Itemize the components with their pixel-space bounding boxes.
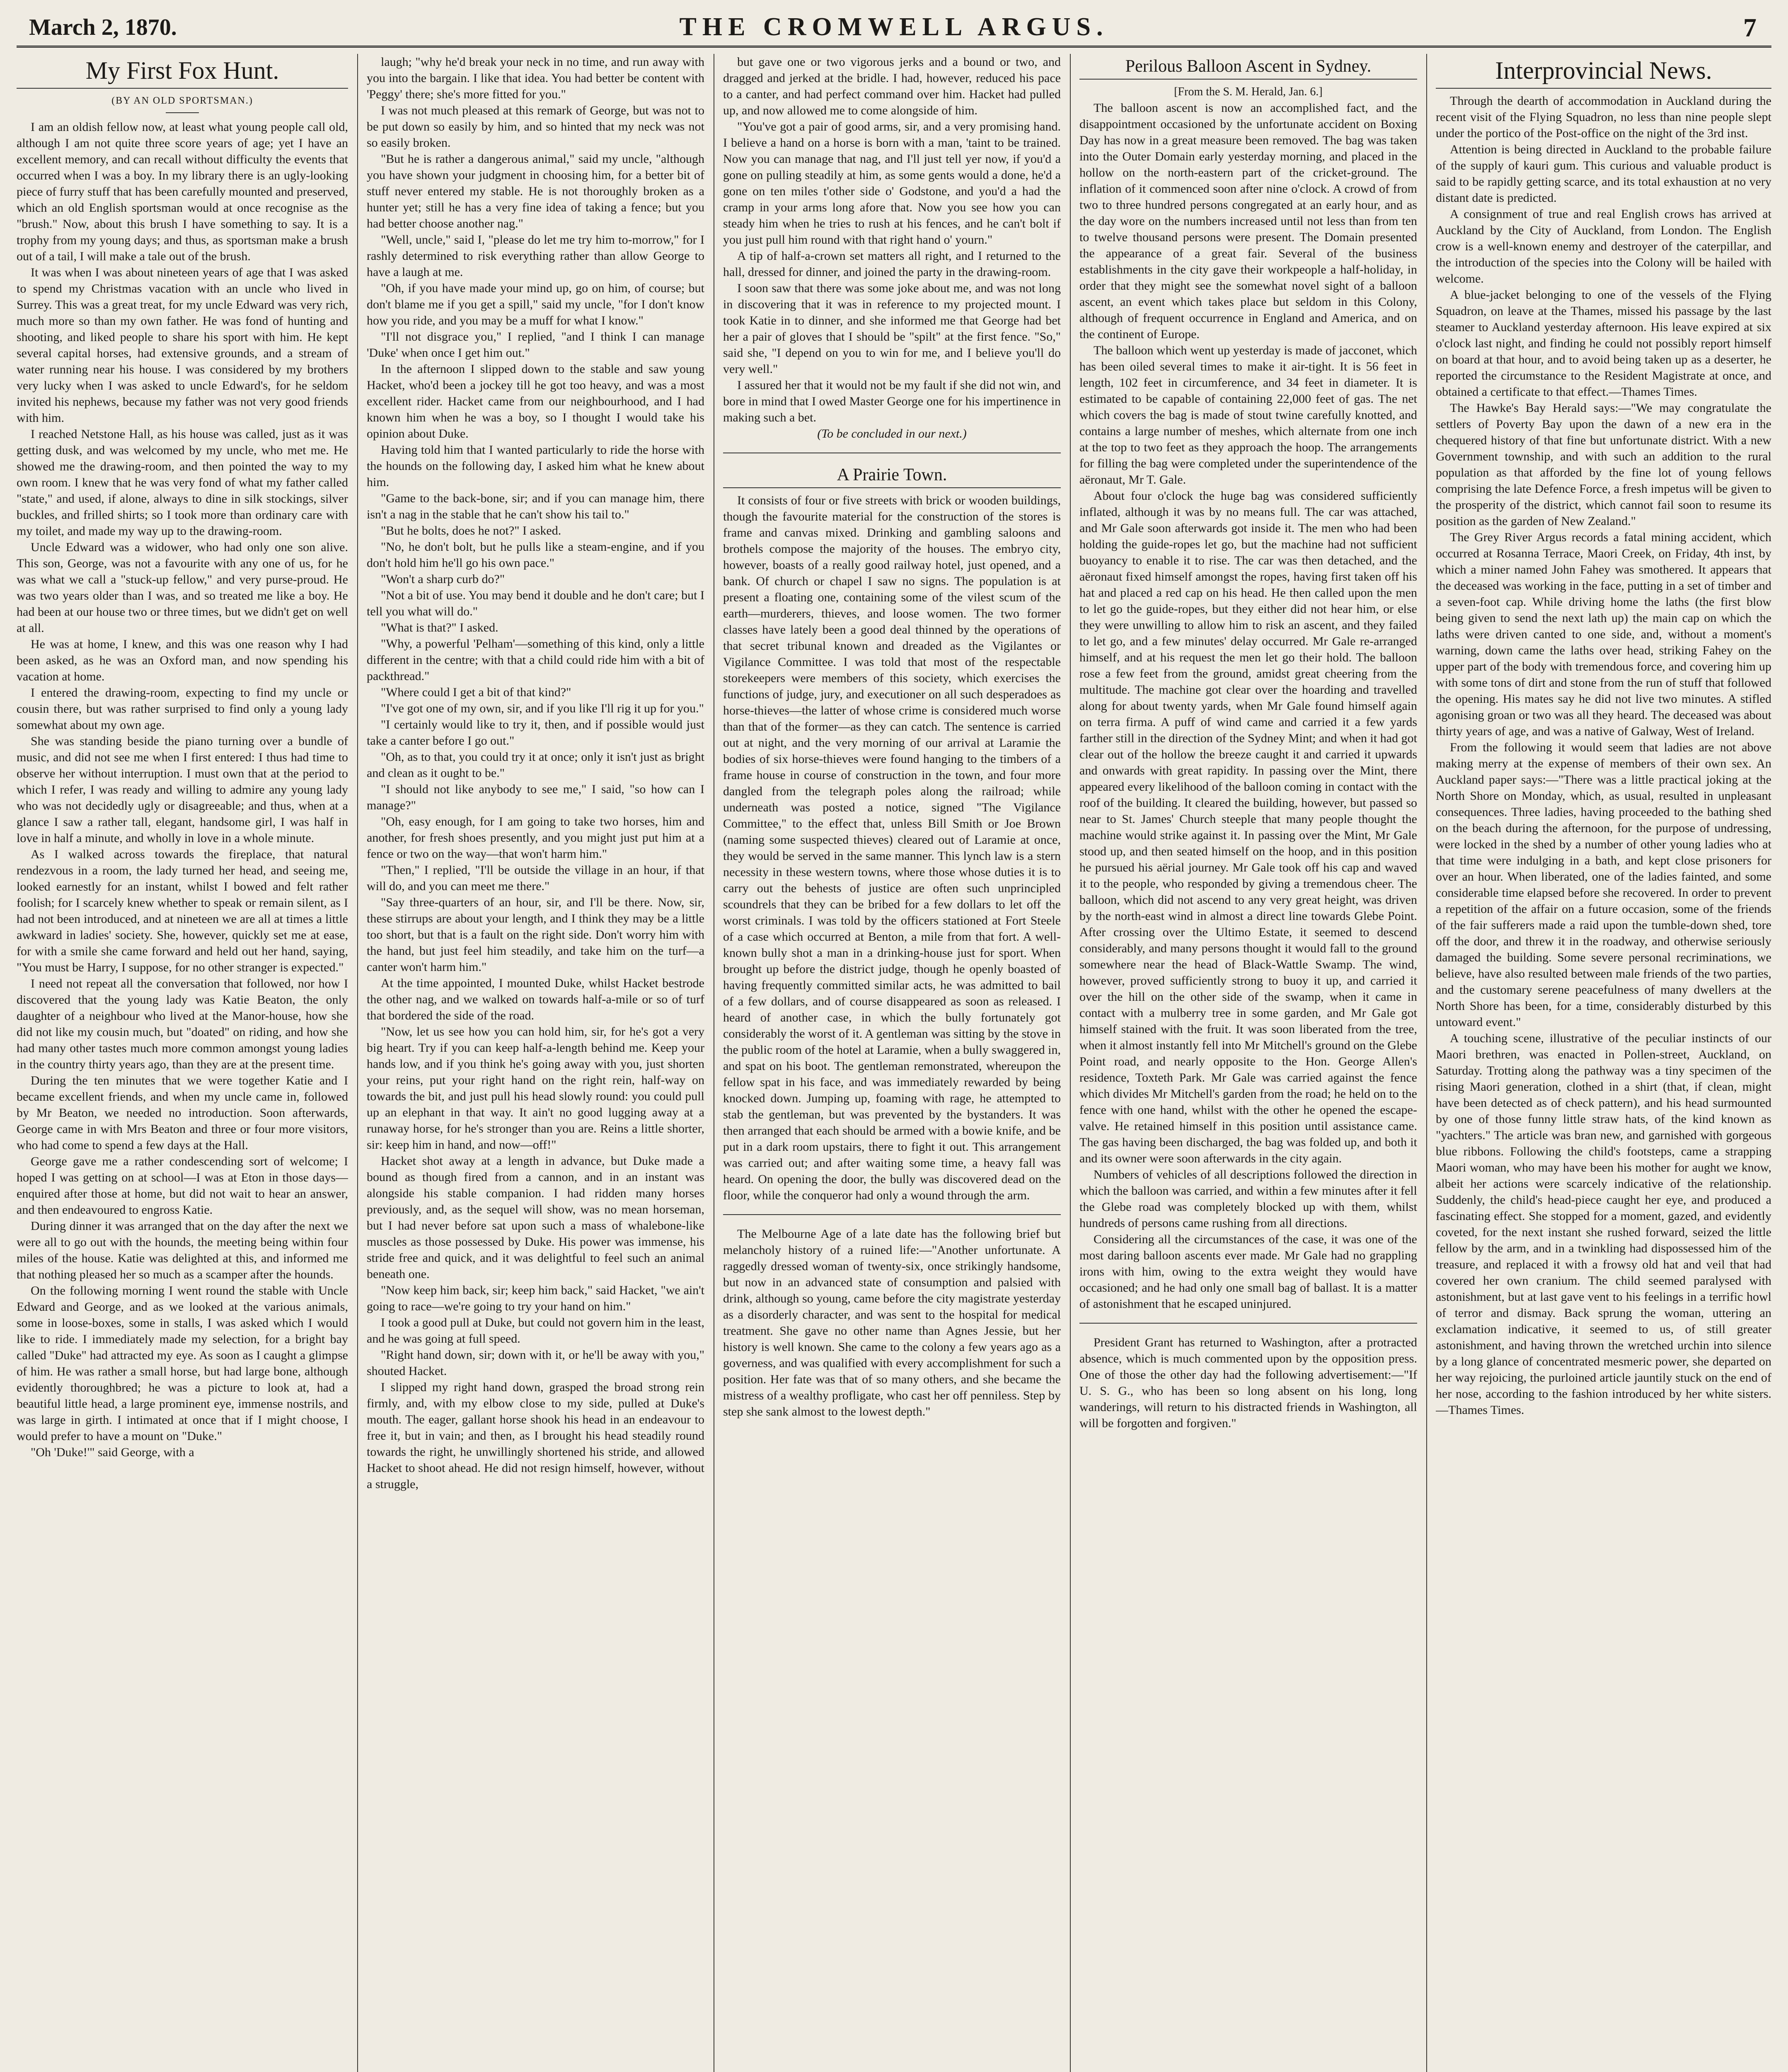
column-rule <box>1070 54 1071 2072</box>
column-4 <box>1079 54 1417 2072</box>
paragraph: During dinner it was arranged that on the day after the next we were all to go out with the hounds, the meeting being within four miles of the house. Katie was delighted at this, and informed me that nothing pleased her so much as a scamper after the hounds. <box>17 1219 348 1281</box>
paragraph: "I've got one of my own, sir, and if you like I'll rig it up for you." <box>381 702 704 715</box>
paragraph: Considering all the circumstances of the case, it was one of the most daring balloon ascents ever made. Mr Gale had no grappling irons with him, owing to the extra weight they would have occasioned; and he had only one small bag of ballast. It is a matter of astonishment that he escaped uninjured. <box>1079 1232 1417 1311</box>
paragraph: I was not much pleased at this remark of George, but was not to be put down so easily by him, and so hinted that my neck was not so easily broken. <box>367 104 704 150</box>
column-2 <box>367 54 704 2072</box>
article-byline <box>17 93 348 113</box>
paragraph: The Grey River Argus records a fatal mining accident, which occurred at Rosanna Terrace, Maori Creek, on Friday, 4th inst, by which a miner named John Fahey was smothered. It appears that the deceased was working in the face, putting in a set of timber and a seven-foot cap. While driving home the laths (the first blow being given to send the next lath up) the main cap on which the laths were driven canted to one side, and, without a moment's warning, down came the laths over head, striking Fahey on the upper part of the body with tremendous force, and covering him up with some tons of dirt and stone from the run of stuff that followed the opening. His mates say he did not live two minutes. A stifled agonising groan or two was all they heard. The deceased was about thirty years of age, and was a native of Galway, West of Ireland. <box>1436 530 1771 738</box>
column-1 <box>17 54 348 2072</box>
melbourne-item <box>723 1226 1061 1420</box>
paragraph: On the following morning I went round the stable with Uncle Edward and George, and as we looked at the various animals, some in loose-boxes, some in stalls, I was asked which I would like to ride. I immediately made my selection, for a bright bay called "Duke" had attracted my eye. As soon as I caught a glimpse of him. He was rather a small horse, but had large bone, although evidently thoroughbred; he was a picture to look at, had a beautiful little head, a large prominent eye, immense nostrils, and was large in girth. I intimated at once that if I might choose, I would prefer to have a mount on "Duke." <box>17 1284 348 1443</box>
issue-date: March 2, 1870. <box>29 15 177 40</box>
column-rule <box>1426 54 1427 2072</box>
newspaper-title: THE CROMWELL ARGUS. <box>679 13 1109 41</box>
paragraph: As I walked across towards the fireplace, that natural rendezvous in a room, the lady turned her head, and seeing me, looked earnestly for an instant, whilst I bowed and felt rather foolish; for I scarcely knew whether to speak or remain silent, as I had not been introduced, and at nineteen we are all at times a little awkward in ladies' society. She, however, quickly set me at ease, for with a smile she came forward and held out her hand, saying, "You must be Harry, I suppose, for no other stranger is expected." <box>17 847 348 974</box>
balloon-body <box>1079 100 1417 1312</box>
paragraph: I slipped my right hand down, grasped the broad strong rein firmly, and, with my elbow close to my side, pulled at Duke's mouth. The eager, gallant horse shook his head in an endeavour to free it, but in vain; and then, as I brought his head steadily round towards the right, he unwillingly shortened his stride, and allowed Hacket to shoot ahead. He did not resign himself, however, without a struggle, <box>367 1380 704 1491</box>
byline-text: (BY AN OLD SPORTSMAN.) <box>111 95 253 106</box>
paragraph: "You've got a pair of good arms, sir, and a very promising hand. I believe a hand on a horse is born with a man, 'taint to be trained. Now you can manage that nag, and I'll just tell yer now, if you'd a gone on pulling steadily at him, as some gents would a done, he'd a gone on ten miles t'other side o' Godstone, and you'd a had the cramp in your arms long afore that. Now you see how you can steady him when he tries to rush at his fences, and he can't bolt if you just pull him round with that right hand o' yourn." <box>723 120 1061 247</box>
paragraph: "Oh, easy enough, for I am going to take two horses, him and another, for fresh shoes presently, and you might just put him at a fence or two on the way—that won't harm him." <box>367 815 704 861</box>
paragraph: She was standing beside the piano turning over a bundle of music, and did not see me when I first entered: I thus had time to observe her without interruption. I must own that at the period to which I refer, I was ready and willing to admire any young lady who was not decidedly ugly or disagreeable; and thus, when at a glance I saw a rather tall, elegant, handsome girl, I was half in love in half a minute, and wholly in love in a whole minute. <box>17 734 348 845</box>
paragraph: "Now keep him back, sir; keep him back," said Hacket, "we ain't going to race—we're going to try your hand on him." <box>367 1283 704 1313</box>
paragraph: A tip of half-a-crown set matters all right, and I returned to the hall, dressed for dinner, and joined the party in the drawing-room. <box>723 249 1061 279</box>
article-title-fox-hunt: My First Fox Hunt. <box>17 56 348 89</box>
article-title-balloon: Perilous Balloon Ascent in Sydney. <box>1079 56 1417 80</box>
paragraph: "Then," I replied, "I'll be outside the village in an hour, if that will do, and you can meet me there." <box>367 863 704 893</box>
page-number: 7 <box>1743 13 1757 42</box>
grant-item <box>1079 1334 1417 1431</box>
paragraph: I entered the drawing-room, expecting to find my uncle or cousin there, but was rather surprised to find only a young lady somewhat about my own age. <box>17 686 348 732</box>
paragraph: Hacket shot away at a length in advance, but Duke made a bound as though fired from a cannon, and in an instant was alongside his stable companion. I had ridden many horses previously, and, as the sequel will show, was no mean horseman, but I had never before sat upon such a mass of whalebone-like muscles as those possessed by Duke. His power was immense, his stride free and quick, and it was delightful to feel such an animal beneath one. <box>367 1154 704 1281</box>
paragraph: In the afternoon I slipped down to the stable and saw young Hacket, who'd been a jockey till he got too heavy, and was a most excellent rider. Hacket came from our neighbourhood, and I had known him when he was a boy, so I thought I would take his opinion about Duke. <box>367 362 704 441</box>
paragraph: "I'll not disgrace you," I replied, "and I think I can manage 'Duke' when once I get him out." <box>367 330 704 360</box>
paragraph: laugh; "why he'd break your neck in no time, and run away with you into the bargain. I like that idea. You had better be content with 'Peggy' there; she's more fitted for you." <box>367 55 704 101</box>
paragraph: I need not repeat all the conversation that followed, nor how I discovered that the young lady was Katie Beaton, the only daughter of a neighbour who lived at the Manor-house, how she did not like my cousin much, but "doated" on riding, and how she had many other tastes much more common amongst young ladies in the country thirty years ago, than they are at the present time. <box>17 977 348 1071</box>
section-title-interprovincial: Interprovincial News. <box>1436 56 1771 89</box>
prairie-town-body <box>723 492 1061 1203</box>
paragraph: The balloon ascent is now an accomplished fact, and the disappointment occasioned by the unfortunate accident on Boxing Day has now in a great measure been removed. The bag was taken into the Outer Domain early yesterday morning, and placed in the hollow on the north-eastern part of the cricket-ground. The inflation of it commenced soon after nine o'clock. A crowd of from two to three hundred persons congregated at an early hour, and as the day wore on the numbers increased until not less than from ten to twelve thousand persons were present. The Domain presented the appearance of a great fair. Several of the business establishments in the city gave their workpeople a half-holiday, in order that they might see the somewhat novel sight of a balloon ascent, an event which takes place but seldom in this Colony, although of frequent occurrence in England and America, and on the continent of Europe. <box>1079 101 1417 341</box>
paragraph: I took a good pull at Duke, but could not govern him in the least, and he was going at full speed. <box>367 1316 704 1346</box>
paragraph: Attention is being directed in Auckland to the probable failure of the supply of kauri gum. This curious and valuable product is said to be rapidly getting scarce, and its total exhaustion at no very distant date is predicted. <box>1436 143 1771 205</box>
paragraph: "Where could I get a bit of that kind?" <box>381 685 571 699</box>
paragraph: "I certainly would like to try it, then, and if possible would just take a canter before I go out." <box>367 718 704 748</box>
paragraph: I soon saw that there was some joke about me, and was not long in discovering that it was in reference to my projected mount. I took Katie in to dinner, and she informed me that George had bet her a pair of gloves that I should be "spilt" at the first fence. "So," said she, "I depend on you to win for me, and I believe you'll do very well." <box>723 281 1061 376</box>
column-3 <box>723 54 1061 2072</box>
paragraph: "But he bolts, does he not?" I asked. <box>381 524 561 537</box>
paragraph: From the following it would seem that ladies are not above making merry at the expense of members of their own sex. An Auckland paper says:—"There was a little practical joking at the North Shore on Monday, which, as usual, resulted in unpleasant consequences. Three ladies, having proceeded to the bathing shed on the beach during the afternoon, for the purpose of undressing, were locked in the shed by a number of other young ladies who at that time were indulging in a bath, and kept close prisoners for over an hour. When liberated, one of the ladies fainted, and some considerable time elapsed before she recovered. In order to prevent a repetition of the affair on a future occasion, some of the friends of the fair sufferers made a raid upon the tumble-down shed, tore off the door, and threw it in the roadway, and otherwise seriously damaged the building. Some severe personal recriminations, we believe, have also resulted between male friends of the two parties, and the customary serene peacefulness of many dwellers at the North Shore has been, for a time, considerably disturbed by this untoward event." <box>1436 741 1771 1029</box>
paragraph: "Game to the back-bone, sir; and if you can manage him, there isn't a nag in the stable that he can't show his tail to." <box>367 491 704 521</box>
paragraph: I am an oldish fellow now, at least what young people call old, although I am not quite three score years of age; yet I have an excellent memory, and can recall without difficulty the events that occurred when I was a boy. In my library there is an ugly-looking piece of furry stuff that has been carefully mounted and preserved, which an old English sportsman would at once recognise as the "brush." Now, about this brush I have something to say. It is a trophy from my young days; and thus, as sportsman make a brush out of a tail, I will make a tale out of the brush. <box>17 120 348 263</box>
paragraph: "Now, let us see how you can hold him, sir, for he's got a very big heart. Try if you can keep half-a-length behind me. Keep your hands low, and if you think he's going away with you, just shorten your reins, put your right hand on the right rein, half-way on towards the bit, and just pull his head slowly round: you could pull up an elephant in that way. It ain't no good lugging away at a runaway horse, for he's stronger than you are. Reins a little shorter, sir: keep him in hand, and now—off!" <box>367 1025 704 1152</box>
paragraph: "Say three-quarters of an hour, sir, and I'll be there. Now, sir, these stirrups are about your length, and I think they may be a little too short, but that is a fault on the right side. Don't worry him with the hand, but just feel him steadily, and take him on the turf—a canter won't harm him." <box>367 896 704 974</box>
fox-hunt-body-end <box>723 54 1061 426</box>
paragraph: "What is that?" I asked. <box>381 621 498 634</box>
paragraph: Numbers of vehicles of all descriptions followed the direction in which the balloon was carried, and within a few minutes after it fell the Glebe road was completely blocked up with them, whilst hundreds of persons came rushing from all directions. <box>1079 1168 1417 1230</box>
paragraph: "But he is rather a dangerous animal," said my uncle, "although you have shown your judgment in choosing him, for a better bit of stuff never entered my stable. He is not thoroughly broken as a hunter yet; still he has a very fine idea of taking a fence; but you had better choose another nag." <box>367 152 704 230</box>
paragraph: It was when I was about nineteen years of age that I was asked to spend my Christmas vacation with an uncle who lived in Surrey. This was a great treat, for my uncle Edward was very rich, much more so than my own father. He was fond of hunting and shooting, and liked people to share his sport with him. He kept several capital horses, had extensive grounds, and a stream of water running near his house. I was considered by my brothers very lucky when I was asked to uncle Edward's, for he seldom invited his nephews, because my father was not very good friends with him. <box>17 266 348 425</box>
paragraph: At the time appointed, I mounted Duke, whilst Hacket bestrode the other nag, and we walked on towards half-a-mile or so of turf that bordered the side of the road. <box>367 976 704 1022</box>
paragraph: George gave me a rather condescending sort of welcome; I hoped I was getting on at school—I was at Eton in those days—enquired after those at home, but did not wait to hear an answer, and then endeavoured to engross Katie. <box>17 1155 348 1217</box>
paragraph: A touching scene, illustrative of the peculiar instincts of our Maori brethren, was enacted in Pollen-street, Auckland, on Saturday. Trotting along the pathway was a tiny specimen of the rising Maori generation, clothed in a shirt (that, if clean, might have been detected as of check pattern), and his head surmounted by one of those funny little straw hats, of the kind known as "yachters." The article was bran new, and garnished with gorgeous blue ribbons. Following the child's footsteps, came a strapping Maori woman, who may have been his mother for aught we know, albeit her actions were scarcely indicative of the relationship. Suddenly, the child's head-piece caught her eye, and produced a fascinating effect. She stopped for a moment, gazed, and evidently coveted, for the next instant she rushed forward, seized the little fellow by the arm, and in a twinkling had dispossessed him of the treasure, and replaced it with a frowsy old hat and veil that had covered her own cranium. The child seemed paralysed with astonishment, but at last gave vent to his feelings in a terrific howl of terror and dismay. Back sprung the woman, uttering an exclamation indicative, it seemed to us, of still greater astonishment, and having thrown the wretched urchin into silence by a long glance of concentrated mesmeric power, she departed on her way rejoicing, the purloined article jauntily stuck on the end of her nose, according to the fashion introduced by her white sisters.—Thames Times. <box>1436 1031 1771 1417</box>
paragraph: "I should not like anybody to see me," I said, "so how can I manage?" <box>367 782 704 812</box>
interprovincial-body <box>1436 93 1771 1418</box>
paragraph: Having told him that I wanted particularly to ride the horse with the hounds on the following day, I asked him what he knew about him. <box>367 443 704 489</box>
paragraph: A blue-jacket belonging to one of the vessels of the Flying Squadron, on leave at the Thames, missed his passage by the last steamer to Auckland yesterday afternoon. His leave expired at six o'clock last night, and finding he could not possibly report himself on board at that hour, and to avoid being taken up as a deserter, he reported the circumstance to the Resident Magistrate at once, and obtained a certificate to that effect.—Thames Times. <box>1436 288 1771 399</box>
fox-hunt-body <box>17 119 348 1460</box>
fox-hunt-body-continued <box>367 54 704 1492</box>
paragraph: It consists of four or five streets with brick or wooden buildings, though the favourite material for the construction of the stores is frame and canvas mixed. Drinking and gambling saloons and brothels compose the majority of the houses. The embryo city, however, boasts of a really good railway hotel, just opened, and a bank. Of church or chapel I saw no signs. The population is at present a floating one, containing some of the vilest scum of the earth—murderers, thieves, and loose women. The two former classes have lately been a good deal thinned by the operations of that secret tribunal known and dreaded as the Vigilantes or Vigilance Committee. I was told that most of the respectable storekeepers were members of this society, which exercises the functions of judge, jury, and executioner on all such desperadoes as horse-thieves—the latter of whose crime is considered much worse than that of the former—as they can catch. The sentence is carried out at night, and the very morning of our arrival at Laramie the bodies of six horse-thieves were found hanging to the timbers of a frame house in course of construction in the town, and four more dangled from the telegraph poles along the railroad; while underneath was posted a notice, signed "The Vigilance Committee," to the effect that, unless Bill Smith or Joe Brown (naming some suspected thieves) cleared out of Laramie at once, they would be served in the same manner. This lynch law is a stern necessity in these western towns, where those whose duties it is to carry out the behests of justice are often such unprincipled scoundrels that they can be bribed for a few dollars to let off the worst criminals. I was told by the officers stationed at Fort Steele of a case which occurred at Benton, a mile from that fort. A well-known bully shot a man in a drinking-house just for sport. When brought up before the district judge, though he openly boasted of having frequently committed similar acts, he was admitted to bail of a few dollars, and of course disappeared as soon as released. I heard of another case, in which the bully fortunately got considerably the worst of it. A gentleman was sitting by the stove in the public room of the hotel at Laramie, when a bully swaggered in, and spat on his boot. The gentleman remonstrated, whereupon the fellow spat in his face, and was immediately rewarded by being knocked down. Jumping up, foaming with rage, he attempted to stab the gentleman, but was prevented by the bystanders. It was then arranged that each should be armed with a bowie knife, and be put in a dark room upstairs, there to fight it out. This arrangement was carried out; and after waiting some time, a heavy fall was heard. On opening the door, the bully was discovered dead on the floor, while the conqueror had only a wound through the arm. <box>723 494 1061 1202</box>
paragraph: About four o'clock the huge bag was considered sufficiently inflated, although it was by no means full. The car was attached, and Mr Gale soon afterwards got inside it. The men who had been holding the guide-ropes let go, but the machine had not sufficient buoyancy to enable it to rise. The car was then detached, and the aëronaut fixed himself amongst the ropes, having first taken off his hat and placed a red cap on his head. He then called upon the men to let go the guide-ropes, but they either did not hear him, or else they were unwilling to allow him to risk an ascent, and they failed to let go, and a few minutes' delay occurred. Mr Gale re-arranged himself, and at his request the men let go their hold. The balloon rose a few feet from the ground, amidst great cheering from the multitude. The machine got clear over the hoarding and travelled along for about twenty yards, when Mr Gale found himself again on terra firma. A puff of wind came and carried it a few yards farther still in the direction of the Sydney Mint; and when it had got clear out of the hollow the breeze caught it and carried it upwards and onwards with great rapidity. In passing over the Mint, there appeared every likelihood of the balloon coming in contact with the roof of the building. It cleared the building, however, but passed so near to St. James' Church steeple that many people thought the machine would strike against it. In passing over the Mint, Mr Gale stood up, and then seated himself on the hoop, and in this position he pursued his aërial journey. Mr Gale took off his cap and waved it to the people, who responded by giving a tremendous cheer. The balloon, which did not ascend to any very great height, was driven by the north-east wind in almost a direct line towards Glebe Point. After crossing over the Ultimo Estate, it seemed to descend considerably, and many persons thought it would fall to the ground somewhere near the head of Black-Wattle Swamp. The wind, however, proved sufficiently strong to buoy it up, and carried it over the hill on the other side of the swamp, when it came in contact with a mulberry tree in some garden, and Mr Gale got himself stained with the fruit. It was soon liberated from the tree, when it almost instantly fell into Mr Mitchell's ground on the Glebe Point road, and nearly opposite to the Hon. George Allen's residence, Toxteth Park. Mr Gale was carried against the fence which divides Mr Mitchell's garden from the road; he held on to the fence with one hand, whilst with the other he opened the escape-valve. He retained himself in this position until assistance came. The gas having been discharged, the bag was folded up, and both it and its owner were soon afterwards in the city again. <box>1079 489 1417 1165</box>
paragraph: "Right hand down, sir; down with it, or he'll be away with you," shouted Hacket. <box>367 1348 704 1378</box>
article-divider <box>723 1214 1061 1215</box>
column-rule <box>357 54 358 2072</box>
paragraph: "Oh, as to that, you could try it at once; only it isn't just as bright and clean as it ought to be." <box>367 750 704 780</box>
article-divider <box>1079 1323 1417 1324</box>
paragraph: "Oh 'Duke!'" said George, with a <box>31 1445 194 1459</box>
paragraph: I assured her that it would not be my fault if she did not win, and bore in mind that I owed Master George one for his impertinence in making such a bet. <box>723 378 1061 424</box>
paragraph: but gave one or two vigorous jerks and a bound or two, and dragged and jerked at the bridle. I had, however, reduced his pace to a canter, and had perfect command over him. Hacket had pulled up, and now allowed me to come alongside of him. <box>723 55 1061 117</box>
paragraph: The Melbourne Age of a late date has the following brief but melancholy history of a ruined life:—"Another unfortunate. A raggedly dressed woman of twenty-six, once strikingly handsome, but now in an advanced state of consumption and palsied with drink, although so young, came before the city magistrate yesterday as a disorderly character, and was sent to the hospital for medical treatment. She gave no other name than Agnes Jessie, but her history is well known. She came to the colony a few years ago as a governess, and was qualified with every accomplishment for such a position. Her fate was that of so many others, and she became the mistress of a wealthy profligate, who cast her off penniless. Step by step she sank almost to the lowest depth." <box>723 1227 1061 1418</box>
paragraph: I reached Netstone Hall, as his house was called, just as it was getting dusk, and was welcomed by my uncle, who met me. He showed me the drawing-room, and then pointed the way to my own room. I knew that he was very fond of what my father called "state," and used, if alone, always to dine in silk stockings, silver buckles, and frilled shirts; so I took more than ordinary care with my toilet, and made my way up to the drawing-room. <box>17 427 348 538</box>
paragraph: "Why, a powerful 'Pelham'—something of this kind, only a little different in the centre; with that a child could ride him with a bit of packthread." <box>367 637 704 683</box>
masthead <box>17 8 1771 48</box>
paragraph: "Won't a sharp curb do?" <box>381 572 505 586</box>
continued-note: (To be concluded in our next.) <box>817 427 967 441</box>
paragraph: The Hawke's Bay Herald says:—"We may congratulate the settlers of Poverty Bay upon the dawn of a new era in the chequered history of that fine but unfortunate district. With a new Government township, and with such an addition to the rural population as that afforded by the fine lot of young fellows comprising the late Defence Force, a fresh impetus will be given to the prosperity of the district, which cannot fail soon to resume its position as the garden of New Zealand." <box>1436 401 1771 528</box>
article-title-prairie-town: A Prairie Town. <box>723 464 1061 488</box>
article-source: [From the S. M. Herald, Jan. 6.] <box>1174 85 1323 98</box>
paragraph: Through the dearth of accommodation in Auckland during the recent visit of the Flying Squadron, no less than nine people slept under the portico of the Post-office on the night of the 3rd inst. <box>1436 94 1771 140</box>
paragraph: "No, he don't bolt, but he pulls like a steam-engine, and if you don't hold him he'll go his own pace." <box>367 540 704 570</box>
paragraph: "Well, uncle," said I, "please do let me try him to-morrow," for I rashly determined to risk everything rather than allow George to have a laugh at me. <box>367 233 704 279</box>
column-5 <box>1436 54 1771 2072</box>
paragraph: Uncle Edward was a widower, who had only one son alive. This son, George, was not a favourite with any one of us, for he was what we call a "stuck-up fellow," and very purse-proud. He was two years older than I was, and so treated me like a boy. He had been at our house two or three times, but we didn't get on well at all. <box>17 540 348 635</box>
paragraph: The balloon which went up yesterday is made of jacconet, which has been oiled several times to make it air-tight. It is 56 feet in length, 102 feet in circumference, and 34 feet in diameter. It is estimated to be capable of containing 22,000 feet of gas. The net which covers the bag is made of stout twine carefully knotted, and contains a large number of meshes, which alternate from one inch at the top to two feet as they approach the hoop. The arrangements for filling the bag were completed under the superintendence of the aëronaut, Mr T. Gale. <box>1079 344 1417 487</box>
paragraph: "Oh, if you have made your mind up, go on him, of course; but don't blame me if you get a spill," said my uncle, "for I don't know how you ride, and you may be a muff for what I know." <box>367 281 704 327</box>
paragraph: He was at home, I knew, and this was one reason why I had been asked, as he was an Oxford man, and now spending his vacation at home. <box>17 637 348 683</box>
paragraph: During the ten minutes that we were together Katie and I became excellent friends, and when my uncle came in, followed by Mr Beaton, we needed no introduction. Soon afterwards, George came in with Mrs Beaton and three or four more visitors, who had come to spend a few days at the Hall. <box>17 1074 348 1152</box>
paragraph: "Not a bit of use. You may bend it double and he don't care; but I tell you what will do." <box>367 588 704 618</box>
paragraph: President Grant has returned to Washington, after a protracted absence, which is much commented upon by the opposition press. One of those the other day had the following advertisement:—"If U. S. G., who has been so long absent on his long, long wanderings, will return to his distracted friends in Washington, all will be forgotten and forgiven." <box>1079 1336 1417 1430</box>
paragraph: A consignment of true and real English crows has arrived at Auckland by the City of Auckland, from London. The English crow is a well-known enemy and destroyer of the caterpillar, and the introduction of the species into the Colony will be hailed with welcome. <box>1436 207 1771 286</box>
